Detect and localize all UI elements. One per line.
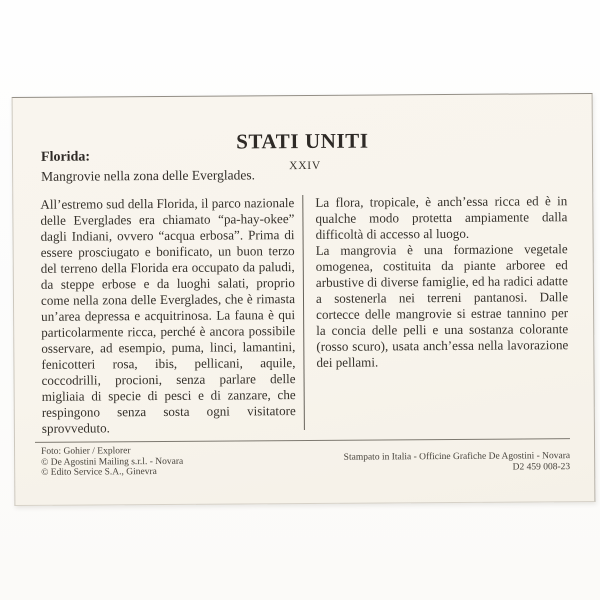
copyright-line-2: © Edito Service S.A., Ginevra (41, 467, 157, 478)
footer (41, 443, 570, 478)
body-columns (40, 193, 569, 437)
postcard-subtitle: Mangrovie nella zona delle Everglades. (41, 167, 255, 184)
postcard-title: STATI UNITI (236, 128, 369, 154)
footer-divider-rule (35, 438, 570, 443)
photo-credit: Foto: Gohier / Explorer (41, 446, 131, 457)
right-column-paragraph-1: La flora, tropicale, è anch’essa ricca ed è in qualche modo protetta ampiamente dalla difficoltà di accesso al luogo. (315, 193, 568, 242)
catalog-number: D2 459 008-23 (512, 461, 571, 473)
copyright-line-1: © De Agostini Mailing s.r.l. - Novara (41, 456, 184, 468)
footer-print-info (344, 443, 571, 474)
column-divider-rule (302, 195, 305, 430)
series-numeral: XXIV (289, 159, 322, 173)
right-column-text (315, 193, 568, 371)
postcard-back (12, 93, 596, 506)
printer-info: Stampato in Italia - Officine Grafiche De Agostini - Novara (343, 451, 571, 463)
region-label: Florida: (40, 149, 91, 165)
right-column-paragraph-2: La mangrovia è una formazione vegetale omogenea, costituita da piante arboree ed arbustive di diverse famiglie, ed ha radici adatte a sostenerla nei terreni pantanosi. Dalle cortecce delle mangrovie si estrae tannino per la concia delle pelli e una sostanza colorante (rosso scuro), usata anch’essa nella lavorazione dei pellami. (315, 241, 569, 370)
left-column-text: All’estremo sud della Florida, il parco nazionale delle Everglades era chiamato “pa-hay-okee” dagli Indiani, ovvero “acqua erbosa”. Prima di essere prosciugato e bonificato, un buon terzo del terreno della Florida era occupato da paludi, da steppe erbose e da luoghi salati, proprio come nella zona delle Everglades, che è rimasta un’area depressa e acquitrinosa. La fauna è qui particolarmente ricca, perché è ancora possibile osservare, ad esempio, puma, linci, lamantini, fenicotteri rosa, ibis, pellicani, aquile, coccodrilli, procioni, senza parlare delle migliaia di specie di pesci e di zanzare, che respingono senza sosta ogni visitatore sprovveduto. (40, 195, 296, 436)
footer-credits (41, 446, 183, 478)
